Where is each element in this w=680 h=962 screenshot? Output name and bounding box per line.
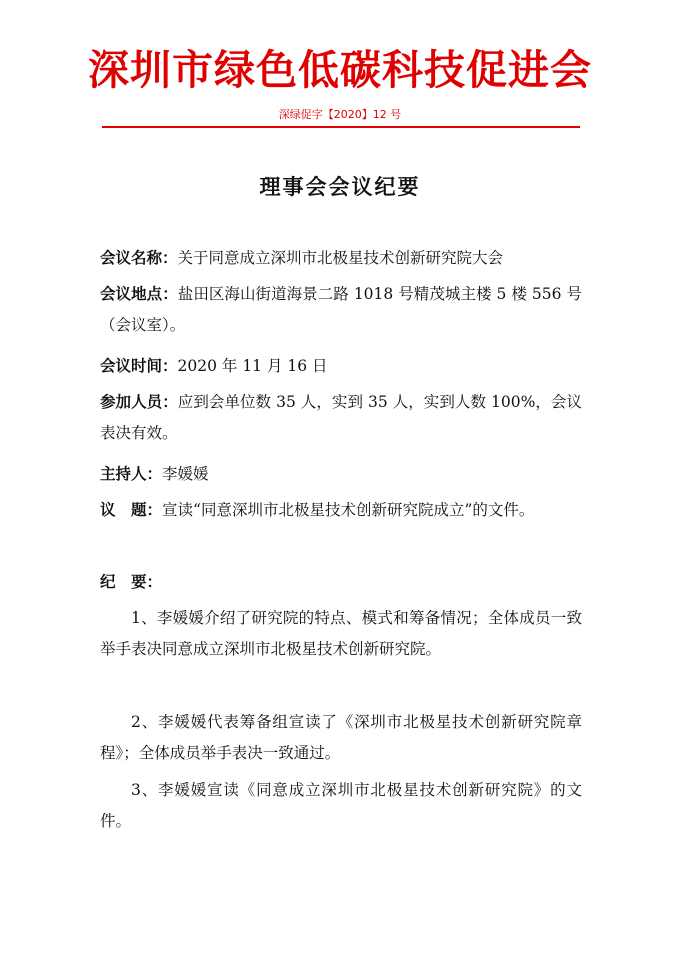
meeting-name-label: 会议名称： xyxy=(100,249,178,267)
summary-label: 纪 要： xyxy=(100,573,163,591)
summary-item-text: 3、李媛媛宣读《同意成立深圳市北极星技术创新研究院》的文件。 xyxy=(100,781,582,830)
location-label: 会议地点： xyxy=(100,285,178,303)
meeting-name-line xyxy=(100,243,582,274)
attendees-line xyxy=(100,387,582,449)
location-line xyxy=(100,279,582,341)
time-line xyxy=(100,351,582,382)
document-title: 理事会会议纪要 xyxy=(259,175,421,199)
host-line xyxy=(100,459,582,490)
document-number: 深绿促字【2020】12 号 xyxy=(278,108,402,121)
attendees-value: 应到会单位数 35 人，实到 35 人，实到人数 100%，会议表决有效。 xyxy=(100,393,582,442)
summary-item-text: 2、李媛媛代表筹备组宣读了《深圳市北极星技术创新研究院章程》；全体成员举手表决一致通过。 xyxy=(100,713,582,762)
topic-line xyxy=(100,495,582,526)
summary-heading-line xyxy=(100,567,582,598)
location-value: 盐田区海山街道海景二路 1018 号精茂城主楼 5 楼 556 号（会议室）。 xyxy=(100,285,582,334)
host-label: 主持人： xyxy=(100,465,163,483)
summary-item-text: 1、李媛媛介绍了研究院的特点、模式和筹备情况；全体成员一致举手表决同意成立深圳市北极星技术创新研究院。 xyxy=(100,609,582,658)
time-label: 会议时间： xyxy=(100,357,178,375)
topic-label: 议 题： xyxy=(100,501,163,519)
summary-item xyxy=(100,707,582,769)
summary-item xyxy=(100,603,582,665)
organization-title: 深圳市绿色低碳科技促进会 xyxy=(88,46,592,94)
attendees-label: 参加人员： xyxy=(100,393,178,411)
summary-item xyxy=(100,775,582,837)
meeting-name-value: 关于同意成立深圳市北极星技术创新研究院大会 xyxy=(177,249,504,267)
topic-value: 宣读“同意深圳市北极星技术创新研究院成立”的文件。 xyxy=(162,501,535,519)
header-divider xyxy=(102,126,580,128)
time-value: 2020 年 11 月 16 日 xyxy=(177,357,328,375)
host-value: 李媛媛 xyxy=(162,465,209,483)
